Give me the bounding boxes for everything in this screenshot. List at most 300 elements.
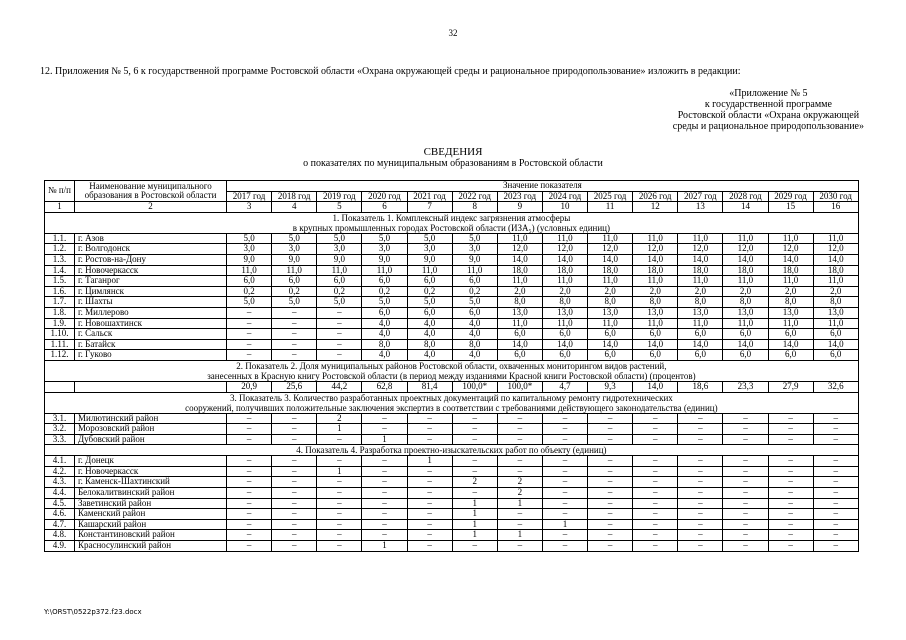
value-cell: – (723, 466, 768, 477)
value-cell: – (678, 541, 723, 552)
value-cell: 6,0 (633, 329, 678, 340)
value-cell: 11,0 (813, 233, 858, 244)
value-cell: 9,0 (407, 254, 452, 265)
value-cell: 12,0 (633, 244, 678, 255)
row-number: 4.6. (45, 509, 75, 520)
value-cell: – (407, 424, 452, 435)
value-cell: 11,0 (768, 276, 813, 287)
value-cell: 2,0 (678, 286, 723, 297)
row-number: 1.10. (45, 329, 75, 340)
value-cell: 2,0 (723, 286, 768, 297)
value-cell: – (227, 477, 272, 488)
value-cell: 2,0 (542, 286, 587, 297)
row-number: 3.2. (45, 424, 75, 435)
column-number: 1 (45, 202, 75, 213)
value-cell: 2,0 (588, 286, 633, 297)
year-header: 2019 год (317, 191, 362, 202)
value-cell: – (317, 456, 362, 467)
value-cell: – (588, 488, 633, 499)
value-cell: – (588, 530, 633, 541)
table-header (45, 181, 859, 213)
value-cell: 6,0 (723, 350, 768, 361)
value-cell: – (272, 413, 317, 424)
value-cell: 1 (362, 434, 407, 445)
col-name-header: Наименование муниципального образования в Ростовской области (75, 181, 227, 202)
value-cell: 6,0 (407, 276, 452, 287)
value-cell: 9,3 (588, 381, 633, 392)
value-cell: 11,0 (768, 233, 813, 244)
value-cell: 14,0 (497, 339, 542, 350)
row-number: 1.2. (45, 244, 75, 255)
value-cell: 11,0 (497, 276, 542, 287)
value-cell: – (678, 456, 723, 467)
value-cell: 11,0 (362, 265, 407, 276)
value-cell: – (227, 350, 272, 361)
municipality-name: г. Сальск (75, 329, 227, 340)
value-cell: 6,0 (813, 350, 858, 361)
value-cell: – (362, 466, 407, 477)
value-cell: – (588, 424, 633, 435)
municipality-name: Белокалитвинский район (75, 488, 227, 499)
section-title-line: 4. Показатель 4. Разработка проектно-изыскательских работ по объекту (единиц) (296, 445, 607, 456)
value-cell: 11,0 (588, 233, 633, 244)
value-cell: – (317, 488, 362, 499)
value-cell: – (542, 498, 587, 509)
value-cell: – (407, 477, 452, 488)
value-cell: – (407, 519, 452, 530)
municipality-name: Каменский район (75, 509, 227, 520)
value-cell: – (723, 434, 768, 445)
value-cell: 1 (497, 530, 542, 541)
row-number: 1.3. (45, 254, 75, 265)
value-cell: 6,0 (362, 307, 407, 318)
value-cell: – (768, 509, 813, 520)
value-cell: – (227, 530, 272, 541)
value-cell: 1 (407, 456, 452, 467)
row-number: 1.5. (45, 276, 75, 287)
value-cell: 5,0 (452, 233, 497, 244)
value-cell: – (452, 413, 497, 424)
value-cell: – (407, 434, 452, 445)
value-cell: – (633, 488, 678, 499)
year-header: 2018 год (272, 191, 317, 202)
value-cell: – (723, 519, 768, 530)
value-cell: – (768, 466, 813, 477)
value-cell: 13,0 (542, 307, 587, 318)
year-header: 2027 год (678, 191, 723, 202)
value-cell: 11,0 (768, 318, 813, 329)
annex-line: среды и рациональное природопользование» (672, 121, 864, 132)
value-cell: – (633, 477, 678, 488)
value-cell: – (542, 541, 587, 552)
value-cell: – (813, 424, 858, 435)
value-cell: 18,0 (542, 265, 587, 276)
value-cell: 44,2 (317, 381, 362, 392)
file-path-footer: Y:\ORST\0522p372.f23.docx (44, 608, 142, 616)
value-cell: 13,0 (633, 307, 678, 318)
column-numbers-row (45, 202, 859, 213)
value-cell: – (723, 498, 768, 509)
row-number: 1.1. (45, 233, 75, 244)
value-cell: 6,0 (497, 329, 542, 340)
value-cell: – (407, 413, 452, 424)
value-cell: 11,0 (723, 318, 768, 329)
column-number: 10 (542, 202, 587, 213)
value-cell: 11,0 (452, 265, 497, 276)
value-cell: – (407, 509, 452, 520)
value-cell: – (588, 541, 633, 552)
value-cell: – (407, 541, 452, 552)
col-no-header: № п/п (45, 181, 75, 202)
value-cell: – (227, 456, 272, 467)
value-cell: 11,0 (633, 318, 678, 329)
value-cell: 13,0 (723, 307, 768, 318)
value-cell: – (633, 466, 678, 477)
value-cell: 14,0 (588, 254, 633, 265)
value-cell: 11,0 (588, 318, 633, 329)
value-cell: 0,2 (317, 286, 362, 297)
value-cell: – (317, 339, 362, 350)
value-cell: 11,0 (723, 276, 768, 287)
row-number: 1.6. (45, 286, 75, 297)
value-cell: – (723, 541, 768, 552)
value-cell: 11,0 (678, 318, 723, 329)
value-cell: – (678, 498, 723, 509)
municipality-name: г. Батайск (75, 339, 227, 350)
value-cell: 14,0 (542, 339, 587, 350)
value-cell: – (227, 413, 272, 424)
year-header: 2021 год (407, 191, 452, 202)
document-title: СВЕДЕНИЯ (423, 146, 483, 158)
municipality-name: г. Шахты (75, 297, 227, 308)
value-cell: 32,6 (813, 381, 858, 392)
value-cell: 4,0 (362, 350, 407, 361)
value-cell: 6,0 (678, 329, 723, 340)
table-row (45, 244, 859, 255)
value-cell: 14,0 (497, 254, 542, 265)
value-cell: 13,0 (813, 307, 858, 318)
column-number: 6 (362, 202, 407, 213)
value-cell: – (227, 329, 272, 340)
table-row (45, 424, 859, 435)
value-cell: – (542, 434, 587, 445)
value-cell: – (813, 519, 858, 530)
section-title-line: занесенных в Красную книгу Ростовской области (в период между изданиями Красной книги Ростовской области) (процентов) (207, 370, 696, 381)
value-cell: 6,0 (317, 276, 362, 287)
row-number: 1.11. (45, 339, 75, 350)
value-cell: 6,0 (497, 350, 542, 361)
value-cell: 0,2 (452, 286, 497, 297)
value-cell: 0,2 (227, 286, 272, 297)
value-cell: – (452, 541, 497, 552)
municipality-name: г. Новочеркасск (75, 466, 227, 477)
value-cell: – (497, 519, 542, 530)
value-cell: 18,0 (723, 265, 768, 276)
value-cell: – (227, 509, 272, 520)
value-cell: – (227, 519, 272, 530)
value-cell: 1 (452, 498, 497, 509)
row-number (45, 381, 75, 392)
value-cell: – (768, 498, 813, 509)
annex-line: к государственной программе (704, 99, 832, 110)
value-cell: 0,2 (272, 286, 317, 297)
value-cell: 11,0 (588, 276, 633, 287)
document-subtitle: о показателях по муниципальным образованиям в Ростовской области (303, 158, 603, 169)
table-row (45, 254, 859, 265)
value-cell: 20,9 (227, 381, 272, 392)
value-cell: 14,0 (723, 254, 768, 265)
value-cell: 6,0 (227, 276, 272, 287)
value-cell: 2,0 (813, 286, 858, 297)
value-cell: 6,0 (362, 276, 407, 287)
value-cell: 9,0 (227, 254, 272, 265)
value-cell: 100,0* (452, 381, 497, 392)
value-cell: 9,0 (272, 254, 317, 265)
municipality-name: г. Новочеркасск (75, 265, 227, 276)
value-cell: 6,0 (542, 350, 587, 361)
table-row (45, 276, 859, 287)
value-cell: – (723, 413, 768, 424)
value-cell: 1 (452, 509, 497, 520)
value-cell: 18,0 (768, 265, 813, 276)
value-cell: 9,0 (362, 254, 407, 265)
value-cell: 18,0 (633, 265, 678, 276)
value-cell: 3,0 (452, 244, 497, 255)
section-title-line: сооружений, получивших положительные заключения экспертиз в соответствии с требованиями действующего законодательства (единиц) (185, 402, 718, 413)
value-cell: 13,0 (497, 307, 542, 318)
year-header: 2023 год (497, 191, 542, 202)
table-row (45, 530, 859, 541)
municipality-name: Дубовский район (75, 434, 227, 445)
municipality-name: Милютинский район (75, 413, 227, 424)
value-cell: – (272, 541, 317, 552)
municipality-name: Константиновский район (75, 530, 227, 541)
value-cell: – (407, 488, 452, 499)
municipality-name: г. Новошахтинск (75, 318, 227, 329)
annex-header (673, 88, 864, 132)
table-row (45, 318, 859, 329)
municipality-name: г. Гуково (75, 350, 227, 361)
column-number: 15 (768, 202, 813, 213)
table-row (45, 381, 859, 392)
value-cell: 8,0 (588, 297, 633, 308)
value-cell: 8,0 (813, 297, 858, 308)
value-cell: – (678, 434, 723, 445)
column-number: 14 (723, 202, 768, 213)
value-cell: 8,0 (497, 297, 542, 308)
value-cell: 6,0 (272, 276, 317, 287)
value-cell: – (768, 477, 813, 488)
value-cell: 5,0 (272, 297, 317, 308)
value-cell: – (813, 509, 858, 520)
value-cell: – (317, 519, 362, 530)
value-cell: – (497, 509, 542, 520)
value-cell: – (362, 477, 407, 488)
value-cell: 6,0 (588, 329, 633, 340)
page-number: 32 (448, 28, 458, 38)
value-cell: 100,0* (497, 381, 542, 392)
section-title-line: в крупных промышленных городах Ростовской области (ИЗА₅) (условных единиц) (292, 222, 610, 233)
year-header: 2020 год (362, 191, 407, 202)
value-cell: – (723, 477, 768, 488)
value-cell: – (542, 530, 587, 541)
value-cell: 27,9 (768, 381, 813, 392)
section-title (45, 212, 859, 233)
value-cell: – (362, 424, 407, 435)
value-cell: 13,0 (768, 307, 813, 318)
value-cell: – (452, 424, 497, 435)
value-cell: – (497, 466, 542, 477)
value-cell: 23,3 (723, 381, 768, 392)
value-cell: 13,0 (588, 307, 633, 318)
value-cell: – (588, 466, 633, 477)
year-header: 2030 год (813, 191, 858, 202)
table-body (45, 212, 859, 551)
value-cell: 6,0 (452, 307, 497, 318)
municipality-name: г. Каменск-Шахтинский (75, 477, 227, 488)
value-cell: – (633, 434, 678, 445)
table-row (45, 413, 859, 424)
value-cell: 6,0 (768, 329, 813, 340)
municipality-name: г. Цимлянск (75, 286, 227, 297)
municipality-name: г. Таганрог (75, 276, 227, 287)
value-cell: 6,0 (723, 329, 768, 340)
value-cell: – (317, 477, 362, 488)
row-number: 4.4. (45, 488, 75, 499)
value-cell: 11,0 (678, 276, 723, 287)
value-cell: – (452, 466, 497, 477)
value-cell: – (317, 509, 362, 520)
value-cell: – (452, 456, 497, 467)
value-cell: 5,0 (362, 297, 407, 308)
value-cell: 14,0 (633, 381, 678, 392)
value-cell: – (497, 424, 542, 435)
value-cell: 1 (542, 519, 587, 530)
value-cell: 14,0 (542, 254, 587, 265)
value-cell: – (317, 307, 362, 318)
municipality-name: Морозовский район (75, 424, 227, 435)
column-number: 9 (497, 202, 542, 213)
value-cell: 3,0 (407, 244, 452, 255)
table-row (45, 509, 859, 520)
municipality-name: Кашарский район (75, 519, 227, 530)
value-cell: – (768, 434, 813, 445)
value-cell: 1 (452, 519, 497, 530)
value-cell: – (272, 424, 317, 435)
section-title-line: 2. Показатель 2. Доля муниципальных районов Ростовской области, охваченных мониторингом видов растений, (236, 360, 667, 371)
value-cell: – (813, 456, 858, 467)
year-header: 2024 год (542, 191, 587, 202)
table-row (45, 286, 859, 297)
value-cell: 4,0 (407, 350, 452, 361)
row-number: 1.7. (45, 297, 75, 308)
value-cell: – (227, 318, 272, 329)
value-cell: – (272, 466, 317, 477)
table-row (45, 265, 859, 276)
column-number: 13 (678, 202, 723, 213)
value-cell: 11,0 (813, 318, 858, 329)
value-cell: 9,0 (452, 254, 497, 265)
value-cell: 11,0 (407, 265, 452, 276)
value-cell: 2 (317, 413, 362, 424)
municipality-name: Красносулинский район (75, 541, 227, 552)
value-cell: – (678, 530, 723, 541)
table-row (45, 477, 859, 488)
value-cell: – (678, 424, 723, 435)
value-cell: 5,0 (452, 297, 497, 308)
value-cell: – (227, 541, 272, 552)
value-cell: – (272, 519, 317, 530)
value-cell: 3,0 (272, 244, 317, 255)
table-row (45, 434, 859, 445)
value-cell: – (588, 519, 633, 530)
value-cell: 14,0 (633, 254, 678, 265)
value-cell: 14,0 (768, 339, 813, 350)
value-cell: – (227, 466, 272, 477)
value-cell: – (497, 456, 542, 467)
value-cell: – (227, 339, 272, 350)
value-cell: 81,4 (407, 381, 452, 392)
value-cell: 11,0 (317, 265, 362, 276)
municipality-name: г. Миллерово (75, 307, 227, 318)
municipality-name: г. Азов (75, 233, 227, 244)
value-cell: 6,0 (813, 329, 858, 340)
value-cell: – (317, 329, 362, 340)
value-cell: – (813, 434, 858, 445)
value-cell: 8,0 (407, 339, 452, 350)
section-title-row (45, 360, 859, 381)
value-cell: – (633, 456, 678, 467)
value-cell: 9,0 (317, 254, 362, 265)
value-cell: – (362, 530, 407, 541)
value-cell: 1 (317, 424, 362, 435)
value-cell: 11,0 (633, 276, 678, 287)
value-cell: – (588, 456, 633, 467)
municipality-name (75, 381, 227, 392)
value-cell: 11,0 (497, 233, 542, 244)
value-cell: 11,0 (227, 265, 272, 276)
value-cell: – (813, 530, 858, 541)
value-cell: – (317, 318, 362, 329)
value-cell: 1 (452, 530, 497, 541)
value-cell: 11,0 (542, 318, 587, 329)
value-cell: 11,0 (678, 233, 723, 244)
value-cell: 11,0 (272, 265, 317, 276)
value-cell: 14,0 (678, 339, 723, 350)
value-cell: – (272, 477, 317, 488)
value-cell: – (813, 477, 858, 488)
value-cell: 2,0 (497, 286, 542, 297)
value-cell: 13,0 (678, 307, 723, 318)
row-number: 4.5. (45, 498, 75, 509)
value-cell: 12,0 (768, 244, 813, 255)
value-cell: – (768, 541, 813, 552)
value-cell: – (678, 477, 723, 488)
value-cell: – (813, 466, 858, 477)
value-cell: 6,0 (768, 350, 813, 361)
value-cell: 4,0 (362, 329, 407, 340)
value-cell: 2,0 (768, 286, 813, 297)
value-cell: 18,6 (678, 381, 723, 392)
table-row (45, 456, 859, 467)
value-cell: 8,0 (723, 297, 768, 308)
value-cell: – (497, 434, 542, 445)
column-number: 5 (317, 202, 362, 213)
value-cell: – (272, 307, 317, 318)
value-cell: 18,0 (588, 265, 633, 276)
value-cell: – (633, 509, 678, 520)
col-value-header: Значение показателя (227, 181, 859, 192)
